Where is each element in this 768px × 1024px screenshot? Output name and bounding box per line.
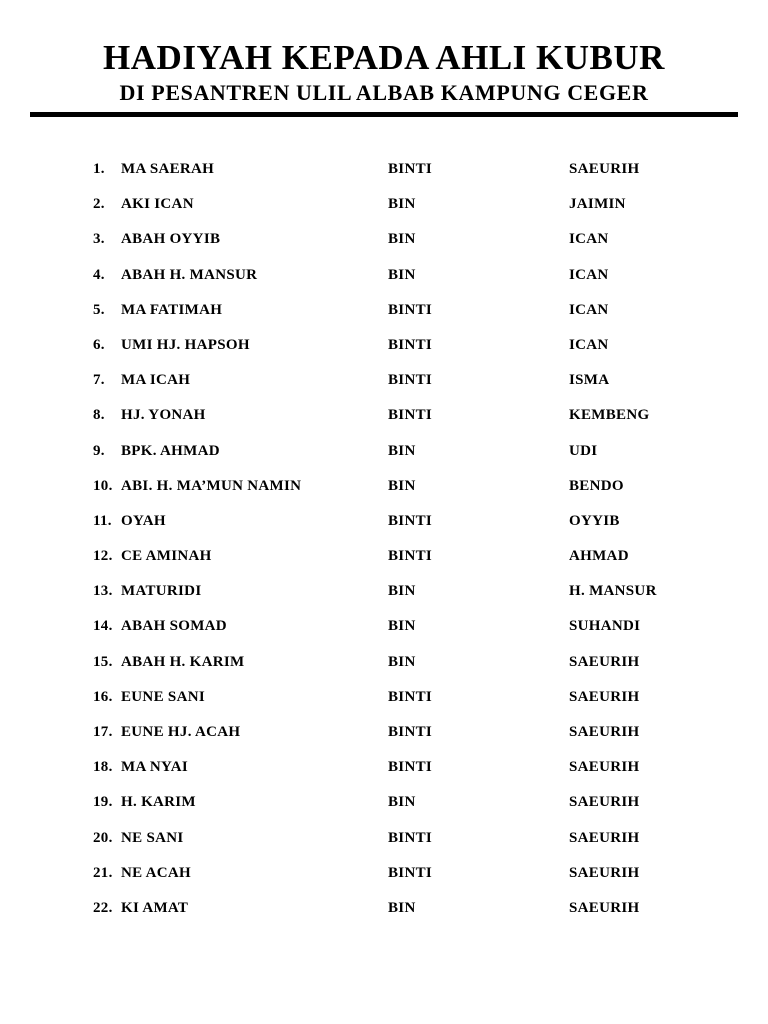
entry-name: HJ. YONAH: [121, 407, 206, 424]
entry-number: 7.: [93, 372, 105, 389]
entry-name: MA SAERAH: [121, 161, 215, 177]
entry-parent-name: SAEURIH: [569, 864, 640, 881]
entry-number: 10.: [93, 477, 113, 494]
list-item: [0, 651, 768, 686]
entry-number: 18.: [93, 759, 113, 776]
entry-name: H. KARIM: [121, 794, 196, 811]
entry-number: 14.: [93, 618, 113, 635]
entry-name: MATURIDI: [121, 583, 202, 600]
entry-name: OYAH: [121, 512, 166, 529]
entry-parent-name: ICAN: [569, 266, 609, 283]
entry-name: CE AMINAH: [121, 548, 212, 565]
list-item: [0, 862, 768, 897]
entry-name: ABI. H. MA’MUN NAMIN: [121, 477, 302, 494]
entry-relation: BINTI: [388, 829, 433, 846]
entry-number: 3.: [93, 231, 105, 248]
entry-name: EUNE HJ. ACAH: [121, 724, 241, 740]
entry-relation: BINTI: [388, 688, 433, 705]
entry-relation: BINTI: [388, 407, 433, 424]
entry-relation: BIN: [388, 442, 416, 459]
entry-name: ABAH OYYIB: [121, 231, 221, 248]
entry-number: 8.: [93, 407, 105, 424]
list-item: [0, 721, 768, 756]
name-list: [0, 158, 768, 932]
entry-relation: BIN: [388, 794, 416, 811]
entry-parent-name: UDI: [569, 442, 598, 459]
entry-parent-name: ICAN: [569, 336, 609, 353]
entry-parent-name: H. MANSUR: [569, 583, 657, 600]
list-item: [0, 791, 768, 826]
list-item: [0, 615, 768, 650]
entry-relation: BINTI: [388, 864, 433, 881]
list-item: [0, 545, 768, 580]
entry-name: NE ACAH: [121, 864, 192, 881]
entry-relation: BINTI: [388, 161, 433, 177]
list-item: [0, 299, 768, 334]
entry-number: 22.: [93, 899, 113, 916]
entry-parent-name: ISMA: [569, 372, 610, 389]
entry-name: ABAH H. MANSUR: [121, 266, 258, 283]
entry-parent-name: SAEURIH: [569, 829, 640, 846]
entry-parent-name: ICAN: [569, 301, 609, 318]
entry-relation: BIN: [388, 196, 416, 213]
entry-name: BPK. AHMAD: [121, 442, 220, 459]
entry-relation: BINTI: [388, 548, 433, 565]
entry-name: ABAH SOMAD: [121, 618, 227, 635]
list-item: [0, 369, 768, 404]
entry-name: NE SANI: [121, 829, 184, 846]
entry-number: 6.: [93, 336, 105, 353]
entry-relation: BINTI: [388, 372, 433, 389]
entry-relation: BINTI: [388, 759, 433, 776]
entry-relation: BINTI: [388, 512, 433, 529]
entry-name: MA NYAI: [121, 759, 188, 776]
entry-number: 5.: [93, 301, 105, 318]
entry-parent-name: SAEURIH: [569, 899, 640, 916]
list-item: [0, 580, 768, 615]
entry-relation: BIN: [388, 618, 416, 635]
entry-relation: BIN: [388, 653, 416, 670]
entry-parent-name: SAEURIH: [569, 688, 640, 705]
entry-number: 4.: [93, 266, 105, 283]
list-item: [0, 264, 768, 299]
list-item: [0, 510, 768, 545]
entry-parent-name: SAEURIH: [569, 724, 640, 740]
list-item: [0, 193, 768, 228]
entry-parent-name: JAIMIN: [569, 196, 626, 213]
entry-number: 16.: [93, 688, 113, 705]
entry-parent-name: SAEURIH: [569, 653, 640, 670]
entry-number: 21.: [93, 864, 113, 881]
list-item: [0, 475, 768, 510]
list-item: [0, 158, 768, 193]
entry-parent-name: SAEURIH: [569, 794, 640, 811]
document-title: HADIYAH KEPADA AHLI KUBUR: [103, 38, 665, 77]
entry-relation: BIN: [388, 231, 416, 248]
entry-parent-name: KEMBENG: [569, 407, 650, 424]
list-item: [0, 334, 768, 369]
entry-relation: BIN: [388, 583, 416, 600]
entry-number: 15.: [93, 653, 113, 670]
entry-name: AKI ICAN: [121, 196, 194, 213]
entry-parent-name: AHMAD: [569, 548, 629, 565]
entry-number: 12.: [93, 548, 113, 565]
entry-name: MA FATIMAH: [121, 301, 223, 318]
entry-name: ABAH H. KARIM: [121, 653, 245, 670]
entry-number: 20.: [93, 829, 113, 846]
entry-parent-name: ICAN: [569, 231, 609, 248]
list-item: [0, 404, 768, 439]
entry-number: 19.: [93, 794, 113, 811]
entry-number: 9.: [93, 442, 105, 459]
list-item: [0, 440, 768, 475]
list-item: [0, 827, 768, 862]
entry-parent-name: BENDO: [569, 477, 624, 494]
entry-relation: BINTI: [388, 724, 433, 740]
entry-relation: BIN: [388, 899, 416, 916]
entry-name: UMI HJ. HAPSOH: [121, 336, 250, 353]
entry-parent-name: SAEURIH: [569, 161, 640, 177]
entry-name: EUNE SANI: [121, 688, 205, 705]
entry-relation: BINTI: [388, 336, 433, 353]
list-item: [0, 897, 768, 932]
title-divider: [30, 112, 738, 117]
list-item: [0, 756, 768, 791]
entry-number: 2.: [93, 196, 105, 213]
entry-name: MA ICAH: [121, 372, 191, 389]
entry-relation: BIN: [388, 477, 416, 494]
entry-number: 13.: [93, 583, 113, 600]
entry-parent-name: OYYIB: [569, 512, 620, 529]
entry-relation: BINTI: [388, 301, 433, 318]
document-subtitle: DI PESANTREN ULIL ALBAB KAMPUNG CEGER: [119, 80, 649, 105]
list-item: [0, 228, 768, 263]
list-item: [0, 686, 768, 721]
entry-number: 17.: [93, 724, 113, 740]
entry-parent-name: SAEURIH: [569, 759, 640, 776]
entry-parent-name: SUHANDI: [569, 618, 641, 635]
entry-relation: BIN: [388, 266, 416, 283]
entry-number: 1.: [93, 161, 105, 177]
entry-number: 11.: [93, 512, 112, 529]
entry-name: KI AMAT: [121, 899, 189, 916]
